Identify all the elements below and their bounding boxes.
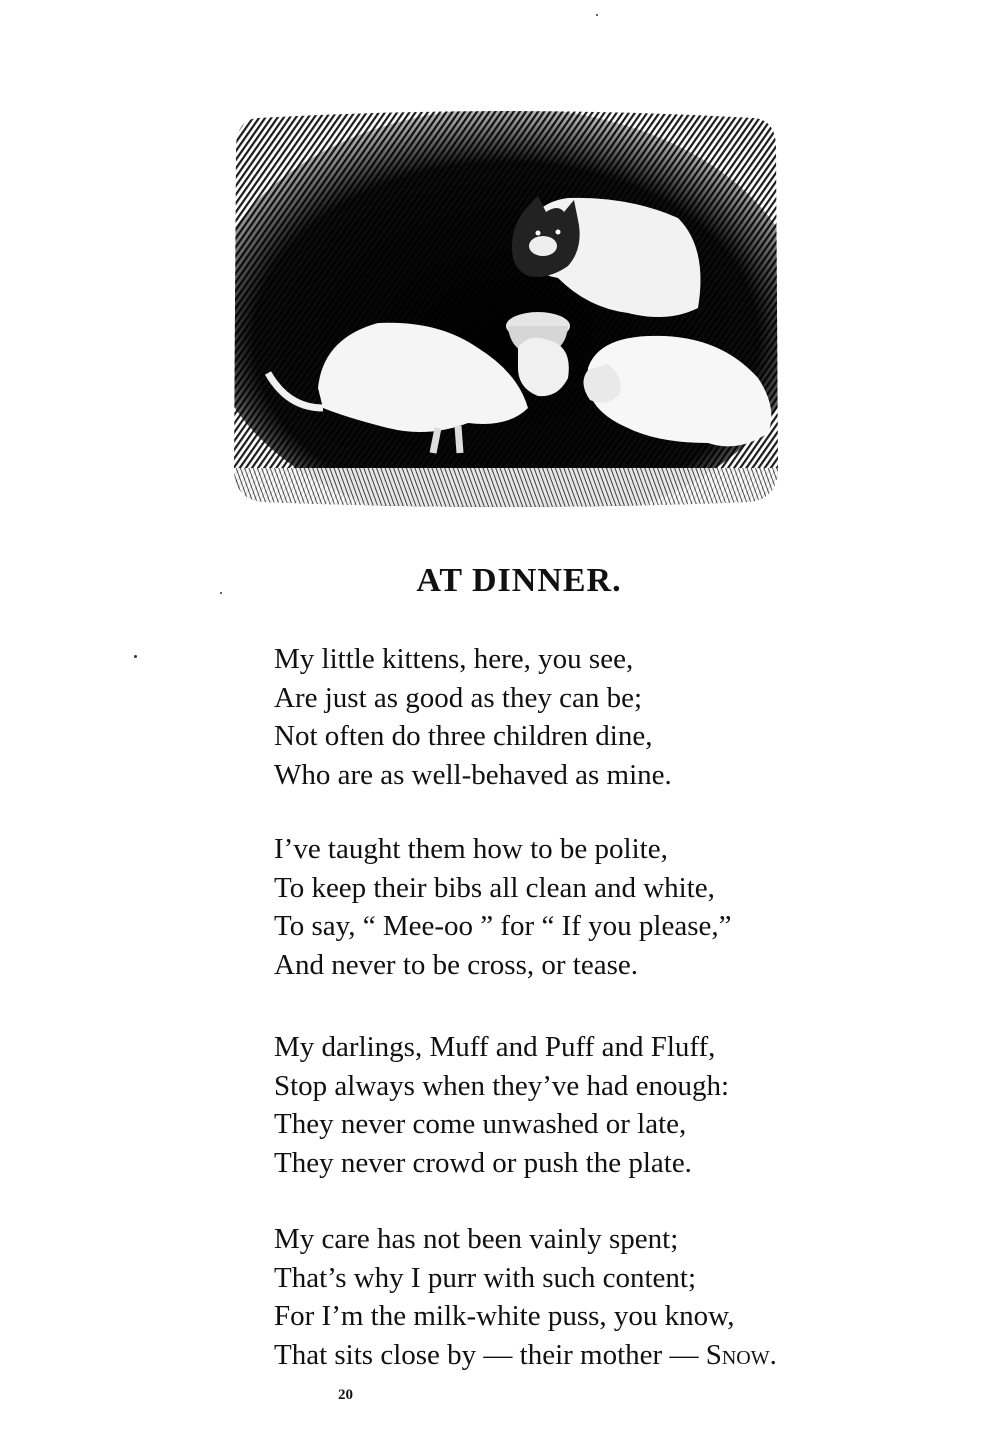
poem-last-line <box>274 1336 914 1375</box>
stanza <box>274 640 914 794</box>
stanza <box>274 1028 914 1182</box>
poem-line: I’ve taught them how to be polite, <box>274 833 668 865</box>
poem <box>274 640 914 1410</box>
poem-line: And never to be cross, or tease. <box>274 948 638 981</box>
poem-line: To keep their bibs all clean and white, <box>274 871 715 904</box>
kittens-at-dinner-engraving-icon <box>228 108 784 510</box>
poem-line: They never crowd or push the plate. <box>274 1146 692 1179</box>
print-speck <box>596 14 598 16</box>
poem-line: Not often do three children dine, <box>274 720 653 752</box>
poem-title: AT DINNER. <box>416 562 622 599</box>
poem-line: My care has not been vainly spent; <box>274 1223 679 1255</box>
poem-line: Stop always when they’ve had enough: <box>274 1069 730 1102</box>
poem-line: My darlings, Muff and Puff and Fluff, <box>274 1031 716 1063</box>
stanza <box>274 830 914 984</box>
poem-line: My little kittens, here, you see, <box>274 643 634 675</box>
print-speck <box>134 655 137 658</box>
poem-line: Are just as good as they can be; <box>274 681 643 714</box>
page-number: 20 <box>338 1387 353 1403</box>
poem-line: To say, “ Mee-oo ” for “ If you please,” <box>274 910 732 942</box>
poem-line: They never come unwashed or late, <box>274 1108 687 1140</box>
poem-line: That’s why I purr with such content; <box>274 1261 697 1294</box>
poem-last-line-prefix: That sits close by — their mother — <box>274 1338 706 1371</box>
mother-name: Snow. <box>705 1338 777 1371</box>
kittens-at-dinner-illustration <box>228 108 784 510</box>
poem-line: For I’m the milk-white puss, you know, <box>274 1300 735 1332</box>
stanza <box>274 1220 914 1374</box>
poem-line: Who are as well-behaved as mine. <box>274 758 672 791</box>
